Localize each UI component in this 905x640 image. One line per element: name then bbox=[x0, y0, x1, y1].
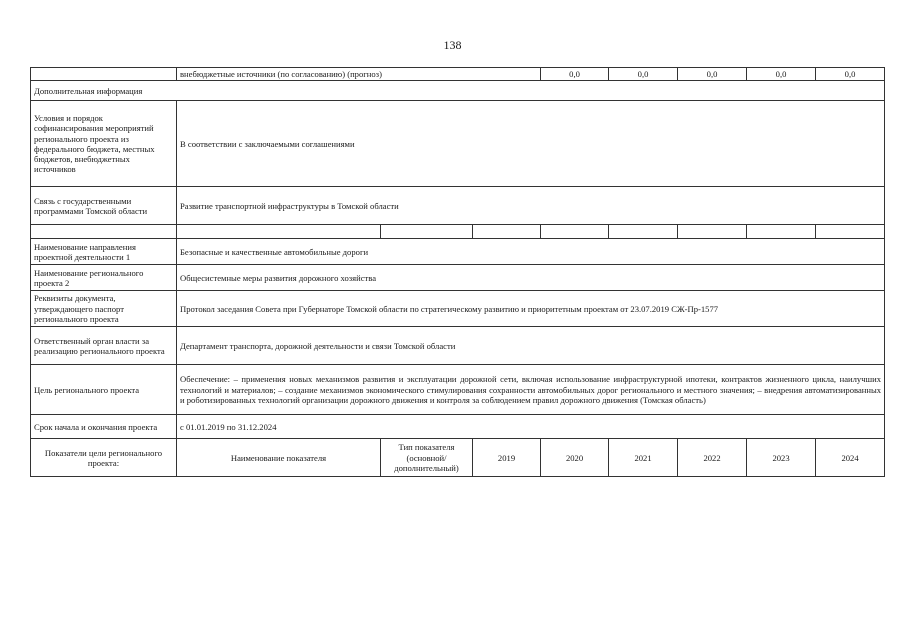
blank-cell bbox=[747, 225, 816, 239]
funding-label: внебюджетные источники (по согласованию) (прогноз) bbox=[177, 68, 541, 81]
document-label: Реквизиты документа, утверждающего паспорт регионального проекта bbox=[31, 291, 177, 327]
indicator-name-header: Наименование показателя bbox=[177, 439, 381, 477]
project-name-row bbox=[31, 265, 885, 291]
blank-cell bbox=[473, 225, 541, 239]
blank-cell bbox=[816, 225, 885, 239]
project-name-value: Общесистемные меры развития дорожного хозяйства bbox=[177, 265, 885, 291]
year-2021-header: 2021 bbox=[609, 439, 678, 477]
direction-label: Наименование направления проектной деятельности 1 bbox=[31, 239, 177, 265]
page-number: 138 bbox=[443, 38, 462, 52]
funding-value-2024: 0,0 bbox=[816, 68, 885, 81]
authority-value: Департамент транспорта, дорожной деятельности и связи Томской области bbox=[177, 327, 885, 365]
blank-cell bbox=[177, 225, 381, 239]
authority-label: Ответственный орган власти за реализацию регионального проекта bbox=[31, 327, 177, 365]
additional-info-label: Дополнительная информация bbox=[31, 81, 885, 101]
direction-value: Безопасные и качественные автомобильные дороги bbox=[177, 239, 885, 265]
year-2019-header: 2019 bbox=[473, 439, 541, 477]
funding-value-2020: 0,0 bbox=[541, 68, 609, 81]
funding-value-2023: 0,0 bbox=[747, 68, 816, 81]
document-row bbox=[31, 291, 885, 327]
funding-value-2022: 0,0 bbox=[678, 68, 747, 81]
blank-cell bbox=[609, 225, 678, 239]
project-passport-table bbox=[30, 67, 885, 477]
authority-row bbox=[31, 327, 885, 365]
year-2022-header: 2022 bbox=[678, 439, 747, 477]
state-programs-row bbox=[31, 187, 885, 225]
blank-cell bbox=[381, 225, 473, 239]
term-label: Срок начала и окончания проекта bbox=[31, 415, 177, 439]
cofinancing-row bbox=[31, 101, 885, 187]
additional-info-row bbox=[31, 81, 885, 101]
year-2020-header: 2020 bbox=[541, 439, 609, 477]
funding-label-empty bbox=[31, 68, 177, 81]
goal-row bbox=[31, 365, 885, 415]
term-value: с 01.01.2019 по 31.12.2024 bbox=[177, 415, 885, 439]
goal-value: Обеспечение: – применения новых механизмов развития и эксплуатации дорожной сети, включая использование инфраструктурной ипотеки, контрактов жизненного цикла, наилучших технологий и материалов; – создание механизмов экономического стимулирования сохранности автомобильных дорог регионального и местного значения; – внедрения автоматизированных и роботизированных технологий организации дорожного движения и контроля за соблюдением правил дорожного движения (Томская область) bbox=[177, 365, 885, 415]
blank-row bbox=[31, 225, 885, 239]
year-2023-header: 2023 bbox=[747, 439, 816, 477]
funding-row bbox=[31, 68, 885, 81]
cofinancing-label: Условия и порядок софинансирования мероприятий регионального проекта из федерального бюджета, местных бюджетов, внебюджетных источников bbox=[31, 101, 177, 187]
state-programs-value: Развитие транспортной инфраструктуры в Томской области bbox=[177, 187, 885, 225]
blank-cell bbox=[541, 225, 609, 239]
indicators-label: Показатели цели регионального проекта: bbox=[31, 439, 177, 477]
project-name-label: Наименование регионального проекта 2 bbox=[31, 265, 177, 291]
blank-cell bbox=[31, 225, 177, 239]
term-row bbox=[31, 415, 885, 439]
direction-row bbox=[31, 239, 885, 265]
funding-value-2021: 0,0 bbox=[609, 68, 678, 81]
document-value: Протокол заседания Совета при Губернаторе Томской области по стратегическому развитию и приоритетным проектам от 23.07.2019 СЖ-Пр-1577 bbox=[177, 291, 885, 327]
state-programs-label: Связь с государственными программами Томской области bbox=[31, 187, 177, 225]
year-2024-header: 2024 bbox=[816, 439, 885, 477]
cofinancing-value: В соответствии с заключаемыми соглашениями bbox=[177, 101, 885, 187]
goal-label: Цель регионального проекта bbox=[31, 365, 177, 415]
blank-cell bbox=[678, 225, 747, 239]
indicators-header-row bbox=[31, 439, 885, 477]
indicator-type-header: Тип показателя (основной/дополнительный) bbox=[381, 439, 473, 477]
